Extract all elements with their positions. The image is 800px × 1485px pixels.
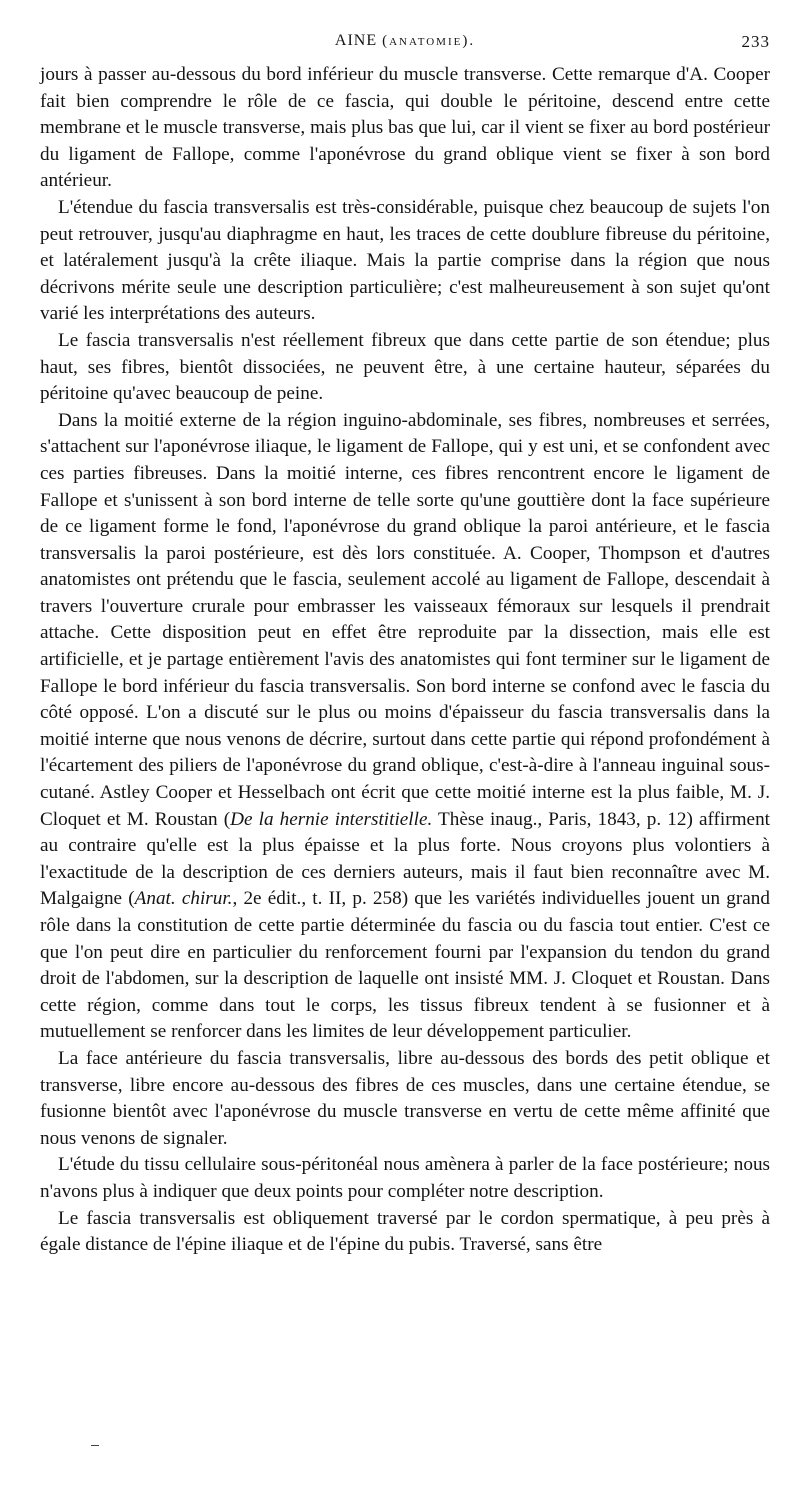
paragraph-text: Dans la moitié externe de la région inguino-abdominale, ses fibres, nombreuses et serrées, s'attachent sur l'aponévrose iliaque, le ligament de Fallope, qui y est uni, et se confondent avec ces parties fibreuses. Dans la moitié interne, ces fibres rencontrent encore le ligament de Fallope et s'unissent à son bord interne de telle sorte qu'une gouttière dont la face supérieure de ce ligament forme le fond, l'aponévrose du grand oblique la paroi antérieure, et le fascia transversalis la paroi postérieure, est dès lors constituée. A. Cooper, Thompson et d'autres anatomistes ont prétendu que le fascia, seulement accolé au ligament de Fallope, descendait à travers l'ouverture crurale pour embrasser les vaisseaux fémoraux sur lesquels il prendrait attache. Cette disposition peut en effet être reproduite par la dissection, mais elle est artificielle, et je partage entièrement l'avis des anatomistes qui font terminer sur le ligament de Fallope le bord inférieur du fascia transversalis. Son bord interne se confond avec le fascia du côté opposé. L'on a discuté sur le plus ou moins d'épaisseur du fascia transversalis dans la moitié interne que nous venons de décrire, surtout dans cette partie qui répond profondément à l'écartement des piliers de l'aponévrose du grand oblique, c'est-à-dire à l'anneau inguinal sous-cutané. Astley Cooper et Hesselbach ont écrit que cette moitié interne est la plus faible, M. J. Cloquet et M. Roustan ( <box>40 409 770 830</box>
paragraph: L'étude du tissu cellulaire sous-péritonéal nous amènera à parler de la face postérieure; nous n'avons plus à indiquer que deux points pour compléter notre description. <box>40 1154 770 1202</box>
running-title-sub: (anatomie). <box>382 33 476 49</box>
paragraph: Le fascia transversalis est obliquement traversé par le cordon spermatique, à peu près à égale distance de l'épine iliaque et de l'épine du pubis. Traversé, sans être <box>40 1207 770 1256</box>
body-text <box>40 62 770 1259</box>
italic-citation-title: De la hernie interstitielle. <box>230 808 433 830</box>
paragraph: Le fascia transversalis n'est réellement fibreux que dans cette partie de son étendue; plus haut, ses fibres, bientôt dissociées, ne peuvent être, à une certaine hauteur, séparées du péritoine qu'avec beaucoup de peine. <box>40 329 770 405</box>
paragraph <box>40 408 770 1046</box>
paragraph: L'étendue du fascia transversalis est très-considérable, puisque chez beaucoup de sujets l'on peut retrouver, jusqu'au diaphragme en haut, les traces de cette doublure fibreuse du péritoine, et latéralement jusqu'à la crête iliaque. Mais la partie comprise dans la région que nous décrivons mérite seule une description particulière; c'est malheureusement à son sujet qu'ont varié les interprétations des auteurs. <box>40 196 770 325</box>
paragraph-text: , 2e édit., t. II, p. 258) que les variétés individuelles jouent un grand rôle dans la constitution de cette partie déterminée du fascia ou du fascia tout entier. C'est ce que l'on peut dire en particulier du renforcement fourni par l'expansion du tendon du grand droit de l'abdomen, sur la description de laquelle ont insisté MM. J. Cloquet et Roustan. Dans cette région, comme dans tout le corps, les tissus fibreux tendent à se fusionner et à mutuellement se renforcer dans les limites de leur développement particulier. <box>40 888 770 1043</box>
paragraph: La face antérieure du fascia transversalis, libre au-dessous des bords des petit oblique et transverse, libre encore au-dessous des fibres de ces muscles, dans une certaine étendue, se fusionne bientôt avec l'aponévrose du muscle transverse en vertu de cette même affinité que nous venons de signaler. <box>40 1047 770 1149</box>
running-title <box>40 32 770 50</box>
page-number: 233 <box>741 32 770 51</box>
paragraph-text: Thèse inaug., Paris, 1843, p. 12) affirment au contraire qu'elle est la plus épaisse et la plus forte. Nous croyons plus volontiers à l'exactitude de la description de ces derniers auteurs, mais il faut bien reconnaître avec M. Malgaigne ( <box>40 808 770 910</box>
italic-citation-title: Anat. chirur. <box>134 888 233 910</box>
footer-mark <box>91 1445 99 1446</box>
paragraph: jours à passer au-dessous du bord inférieur du muscle transverse. Cette remarque d'A. Cooper fait bien comprendre le rôle de ce fascia, qui double le péritoine, descend entre cette membrane et le muscle transverse, mais plus bas que lui, car il vient se fixer au bord postérieur du ligament de Fallope, comme l'aponévrose du grand oblique vient se fixer à son bord antérieur. <box>40 64 770 192</box>
running-header <box>40 32 770 62</box>
running-title-main: AINE <box>334 32 378 49</box>
